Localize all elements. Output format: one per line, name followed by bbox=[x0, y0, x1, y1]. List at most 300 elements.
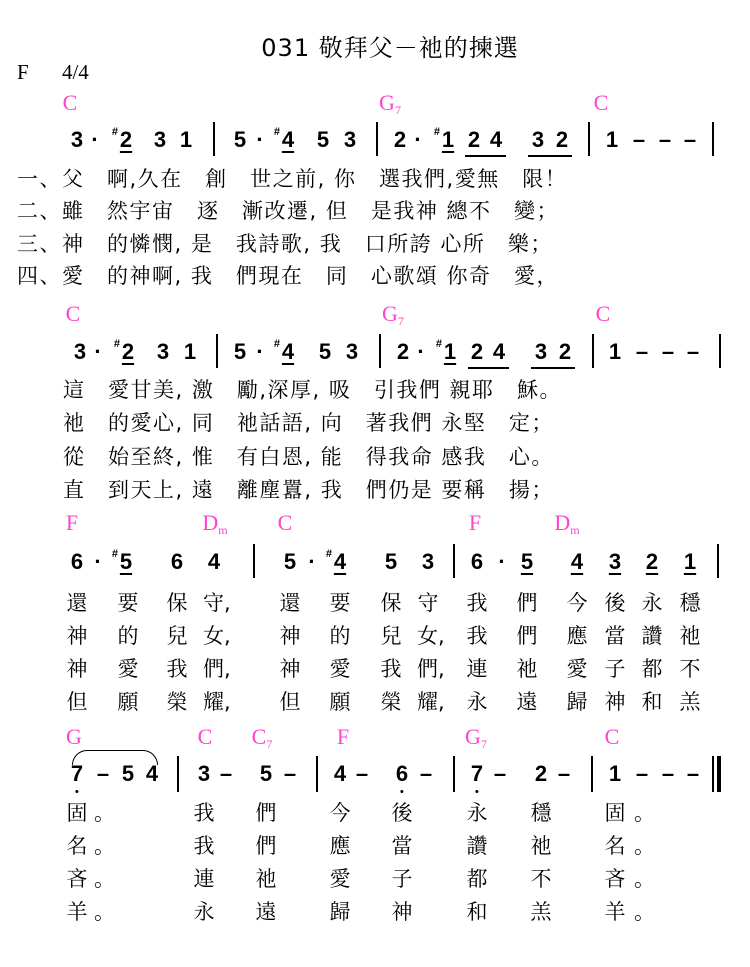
note bbox=[646, 550, 658, 574]
chord-symbol bbox=[605, 724, 620, 750]
chord-root: C bbox=[277, 510, 293, 535]
key-time-signature bbox=[17, 60, 117, 85]
lower-octave-dot bbox=[76, 790, 79, 793]
lyric-syllable: 耀, bbox=[417, 690, 445, 714]
chord-symbol bbox=[63, 90, 78, 116]
lyric-syllable: 。 bbox=[94, 867, 115, 891]
lyric-syllable: 應 bbox=[329, 834, 351, 858]
lyric-syllable: 女, bbox=[203, 624, 231, 648]
lyric-syllable: 愛 bbox=[329, 657, 351, 681]
lyric-syllable: 永 bbox=[466, 801, 488, 825]
lyric-line: 一、父 啊,久在 創 世之前, 你 選我們,愛無 限！ bbox=[17, 167, 568, 191]
lyric-syllable: 神 bbox=[391, 900, 413, 924]
lyric-syllable: 兒 bbox=[380, 624, 402, 648]
lyric-syllable: 我 bbox=[193, 834, 215, 858]
note bbox=[468, 128, 480, 152]
chord-symbol bbox=[379, 90, 401, 118]
time-signature: 4/4 bbox=[61, 60, 89, 84]
note bbox=[122, 762, 134, 786]
note-digit: – bbox=[686, 761, 700, 786]
note-digit: 2 bbox=[555, 127, 569, 152]
note-digit: 1 bbox=[179, 127, 193, 152]
barline bbox=[376, 122, 378, 156]
note-digit: 1 bbox=[605, 127, 619, 152]
lyric-syllable: 都 bbox=[466, 867, 488, 891]
chord-symbol bbox=[554, 510, 579, 538]
note bbox=[154, 128, 166, 152]
note-digit: – bbox=[661, 339, 675, 364]
note-extension-dash bbox=[662, 762, 674, 786]
lyric-syllable: 羔 bbox=[530, 900, 552, 924]
note bbox=[606, 128, 618, 152]
lyric-syllable: 神 bbox=[66, 624, 88, 648]
lyric-syllable: 我 bbox=[466, 591, 488, 615]
lyric-line: 四、愛 的神啊, 我 們現在 同 心歌頌 你奇 愛， bbox=[17, 264, 560, 288]
note-digit: 5 bbox=[283, 549, 297, 574]
chord-root: G bbox=[382, 301, 398, 326]
lyric-syllable: 但 bbox=[279, 690, 301, 714]
note-digit: – bbox=[219, 761, 233, 786]
note-digit: 5 bbox=[259, 761, 273, 786]
chord-symbol bbox=[382, 301, 404, 329]
note-digit: 3 bbox=[153, 127, 167, 152]
note bbox=[433, 126, 455, 152]
note-extension-dash bbox=[356, 762, 368, 786]
lyric-syllable: 保 bbox=[380, 591, 402, 615]
note-extension-dash bbox=[284, 762, 296, 786]
chord-symbol bbox=[469, 510, 481, 536]
chord-root: G bbox=[379, 90, 395, 115]
lyric-syllable: 都 bbox=[641, 657, 663, 681]
lyric-syllable: 吝 bbox=[66, 867, 88, 891]
lyric-syllable: 還 bbox=[279, 591, 301, 615]
beam-underline bbox=[465, 155, 506, 157]
note bbox=[146, 762, 158, 786]
note-extension-dash bbox=[636, 762, 648, 786]
note-digit: 3 bbox=[156, 339, 170, 364]
chord-root: F bbox=[65, 510, 79, 535]
barline bbox=[717, 544, 719, 578]
note bbox=[260, 762, 272, 786]
lyric-syllable: 我 bbox=[466, 624, 488, 648]
note-digit: · bbox=[414, 127, 422, 152]
note-digit: 1 bbox=[443, 339, 457, 364]
note bbox=[435, 338, 457, 364]
lower-octave-dot bbox=[401, 790, 404, 793]
note-digit: – bbox=[658, 127, 672, 152]
lower-octave-dot bbox=[476, 790, 479, 793]
note bbox=[385, 550, 397, 574]
lyric-syllable: 永 bbox=[466, 690, 488, 714]
lyric-syllable: 。 bbox=[634, 867, 655, 891]
lyric-syllable: 固 bbox=[66, 801, 88, 825]
lyric-syllable: 守, bbox=[203, 591, 231, 615]
note bbox=[184, 340, 196, 364]
note-digit: 6 bbox=[70, 549, 84, 574]
lyric-syllable: 祂 bbox=[679, 624, 701, 648]
lyric-syllable: 我 bbox=[193, 801, 215, 825]
lyric-syllable: 羊 bbox=[604, 900, 626, 924]
lyric-syllable: 還 bbox=[66, 591, 88, 615]
note-digit: · bbox=[498, 549, 506, 574]
note-digit: 4 bbox=[570, 549, 584, 574]
lyric-syllable: 愛 bbox=[329, 867, 351, 891]
note bbox=[535, 340, 547, 364]
lyric-syllable: 遠 bbox=[255, 900, 277, 924]
lyric-syllable: 羊 bbox=[66, 900, 88, 924]
lyric-syllable: 神 bbox=[604, 690, 626, 714]
lyric-syllable: 連 bbox=[466, 657, 488, 681]
note-digit: 2 bbox=[467, 127, 481, 152]
chord-symbol bbox=[198, 724, 213, 750]
key-signature: F bbox=[17, 60, 29, 84]
note bbox=[113, 338, 135, 364]
lyric-syllable: 願 bbox=[329, 690, 351, 714]
lyric-syllable: 。 bbox=[94, 801, 115, 825]
note bbox=[319, 340, 331, 364]
chord-symbol bbox=[278, 510, 293, 536]
beam-underline bbox=[531, 367, 575, 369]
note-digit: 1 bbox=[683, 549, 697, 574]
lyric-syllable: 但 bbox=[66, 690, 88, 714]
chord-quality: 7 bbox=[266, 737, 273, 751]
lyric-syllable: 兒 bbox=[166, 624, 188, 648]
lyric-syllable: 愛 bbox=[566, 657, 588, 681]
note-digit: – bbox=[635, 339, 649, 364]
lyric-syllable: 子 bbox=[604, 657, 626, 681]
note-digit: 5 bbox=[316, 127, 330, 152]
lyric-syllable: 。 bbox=[94, 834, 115, 858]
note bbox=[535, 762, 547, 786]
lyric-syllable: 愛 bbox=[117, 657, 139, 681]
sharp-accidental-icon: # bbox=[435, 338, 442, 350]
lyric-syllable: 不 bbox=[530, 867, 552, 891]
lyric-syllable: 羔 bbox=[679, 690, 701, 714]
lyric-syllable: 神 bbox=[279, 624, 301, 648]
note-digit: 4 bbox=[207, 549, 221, 574]
note bbox=[609, 550, 621, 574]
note bbox=[493, 340, 505, 364]
note bbox=[609, 762, 621, 786]
note-digit: 5 bbox=[384, 549, 398, 574]
note-extension-dash bbox=[687, 340, 699, 364]
note-digit: 1 bbox=[183, 339, 197, 364]
lyric-syllable: 和 bbox=[466, 900, 488, 924]
chord-quality: m bbox=[570, 523, 580, 537]
note bbox=[273, 126, 295, 152]
chord-quality: 7 bbox=[394, 103, 401, 117]
sharp-accidental-icon: # bbox=[273, 126, 280, 138]
hymn-title: 031 敬拜父－祂的揀選 bbox=[261, 34, 519, 62]
lyric-syllable: 願 bbox=[117, 690, 139, 714]
lyric-syllable: 神 bbox=[279, 657, 301, 681]
barline bbox=[588, 122, 590, 156]
note-digit: 7 bbox=[470, 761, 484, 786]
note-digit: 4 bbox=[333, 761, 347, 786]
note-digit: · bbox=[417, 339, 425, 364]
lyric-syllable: 女, bbox=[417, 624, 445, 648]
note bbox=[208, 550, 220, 574]
lyric-syllable: 們, bbox=[417, 657, 445, 681]
barline bbox=[316, 756, 318, 792]
note-extension-dash bbox=[420, 762, 432, 786]
lyric-syllable: 榮 bbox=[166, 690, 188, 714]
slur-tie bbox=[72, 750, 158, 765]
note-extension-dash bbox=[662, 340, 674, 364]
chord-symbol bbox=[596, 301, 611, 327]
note-digit: 1 bbox=[608, 761, 622, 786]
note bbox=[559, 340, 571, 364]
note-digit: 4 bbox=[489, 127, 503, 152]
barline bbox=[719, 334, 721, 368]
lyric-syllable: 祂 bbox=[530, 834, 552, 858]
note-digit: – bbox=[632, 127, 646, 152]
chord-root: C bbox=[251, 724, 267, 749]
chord-symbol bbox=[66, 510, 78, 536]
note bbox=[471, 340, 483, 364]
chord-symbol bbox=[337, 724, 349, 750]
note-digit: 2 bbox=[119, 127, 133, 152]
chord-quality: 7 bbox=[397, 314, 404, 328]
note-digit: · bbox=[94, 549, 102, 574]
note-digit: – bbox=[686, 339, 700, 364]
barline bbox=[592, 334, 594, 368]
lyric-syllable: 要 bbox=[329, 591, 351, 615]
note bbox=[157, 340, 169, 364]
barline bbox=[379, 334, 381, 368]
note-digit: 2 bbox=[396, 339, 410, 364]
sharp-accidental-icon: # bbox=[273, 338, 280, 350]
lyric-syllable: 永 bbox=[193, 900, 215, 924]
chord-root: C bbox=[65, 301, 81, 326]
note-digit: 4 bbox=[492, 339, 506, 364]
note bbox=[273, 338, 295, 364]
lyric-syllable: 榮 bbox=[380, 690, 402, 714]
note-extension-dash bbox=[220, 762, 232, 786]
chord-symbol bbox=[252, 724, 273, 752]
note-digit: 2 bbox=[470, 339, 484, 364]
note-digit: 7 bbox=[70, 761, 84, 786]
barline bbox=[253, 544, 255, 578]
lyric-syllable: 穩 bbox=[679, 591, 701, 615]
note-digit: · bbox=[256, 339, 264, 364]
note-digit: 3 bbox=[421, 549, 435, 574]
note-digit: 5 bbox=[119, 549, 133, 574]
sharp-accidental-icon: # bbox=[111, 548, 118, 560]
barline bbox=[591, 756, 593, 792]
lyric-line: 直 到天上, 遠 離塵囂, 我 們仍是 要稱 揚； bbox=[63, 478, 554, 502]
lyric-syllable: 的 bbox=[329, 624, 351, 648]
beam-underline bbox=[468, 367, 509, 369]
chord-root: C bbox=[593, 90, 609, 115]
chord-symbol bbox=[202, 510, 227, 538]
lyric-syllable: 讚 bbox=[641, 624, 663, 648]
lyric-syllable: 吝 bbox=[604, 867, 626, 891]
note bbox=[111, 126, 133, 152]
lyric-syllable: 永 bbox=[641, 591, 663, 615]
note-digit: 3 bbox=[70, 127, 84, 152]
note-digit: 5 bbox=[233, 339, 247, 364]
lyric-syllable: 。 bbox=[634, 900, 655, 924]
note bbox=[71, 128, 83, 152]
note-digit: 5 bbox=[233, 127, 247, 152]
note bbox=[234, 128, 246, 152]
note-digit: 4 bbox=[281, 127, 295, 152]
lyric-syllable: 我 bbox=[380, 657, 402, 681]
dot-augmentation bbox=[94, 550, 101, 574]
dot-augmentation bbox=[256, 128, 263, 152]
chord-quality: 7 bbox=[480, 737, 487, 751]
note-digit: 2 bbox=[645, 549, 659, 574]
note-digit: · bbox=[91, 127, 99, 152]
note-digit: 6 bbox=[395, 761, 409, 786]
lyric-syllable: 當 bbox=[391, 834, 413, 858]
lyric-syllable: 讚 bbox=[466, 834, 488, 858]
dot-augmentation bbox=[498, 550, 505, 574]
chord-root: D bbox=[554, 510, 571, 535]
lyric-syllable: 名 bbox=[604, 834, 626, 858]
lyric-syllable: 子 bbox=[391, 867, 413, 891]
note-digit: – bbox=[355, 761, 369, 786]
note-digit: · bbox=[308, 549, 316, 574]
note-digit: – bbox=[419, 761, 433, 786]
note bbox=[71, 762, 83, 786]
dot-augmentation bbox=[94, 340, 101, 364]
note-extension-dash bbox=[494, 762, 506, 786]
note-digit: – bbox=[557, 761, 571, 786]
note bbox=[111, 548, 133, 574]
lyric-syllable: 今 bbox=[566, 591, 588, 615]
chord-symbol bbox=[465, 724, 487, 752]
note-digit: 4 bbox=[281, 339, 295, 364]
note bbox=[325, 548, 347, 574]
note-extension-dash bbox=[684, 128, 696, 152]
note-extension-dash bbox=[558, 762, 570, 786]
note-digit: – bbox=[493, 761, 507, 786]
barline bbox=[712, 122, 714, 156]
sharp-accidental-icon: # bbox=[113, 338, 120, 350]
note bbox=[521, 550, 533, 574]
note-digit: – bbox=[661, 761, 675, 786]
note-digit: 3 bbox=[345, 339, 359, 364]
note-digit: · bbox=[94, 339, 102, 364]
note-digit: 2 bbox=[121, 339, 135, 364]
note-digit: · bbox=[256, 127, 264, 152]
chord-root: C bbox=[62, 90, 78, 115]
barline bbox=[453, 756, 455, 792]
lyric-syllable: 歸 bbox=[566, 690, 588, 714]
chord-symbol bbox=[66, 724, 82, 750]
note bbox=[609, 340, 621, 364]
lyric-syllable: 固 bbox=[604, 801, 626, 825]
note bbox=[284, 550, 296, 574]
lyric-line: 這 愛甘美, 激 勵,深厚, 吸 引我們 親耶 穌。 bbox=[63, 378, 563, 402]
beam-underline bbox=[528, 155, 572, 157]
lyric-syllable: 們 bbox=[255, 834, 277, 858]
chord-root: G bbox=[465, 724, 481, 749]
barline bbox=[453, 544, 455, 578]
lyric-syllable: 遠 bbox=[516, 690, 538, 714]
lyric-syllable: 不 bbox=[679, 657, 701, 681]
final-barline-thin bbox=[712, 756, 714, 792]
dot-augmentation bbox=[91, 128, 98, 152]
note-digit: – bbox=[96, 761, 110, 786]
note bbox=[422, 550, 434, 574]
note bbox=[334, 762, 346, 786]
note-digit: 4 bbox=[333, 549, 347, 574]
lyric-line: 從 始至終, 惟 有白恩, 能 得我命 感我 心。 bbox=[63, 445, 554, 469]
lyric-syllable: 。 bbox=[634, 834, 655, 858]
lyric-syllable: 今 bbox=[329, 801, 351, 825]
barline bbox=[216, 334, 218, 368]
note-extension-dash bbox=[636, 340, 648, 364]
note bbox=[74, 340, 86, 364]
lyric-syllable: 耀, bbox=[203, 690, 231, 714]
dot-augmentation bbox=[256, 340, 263, 364]
note bbox=[471, 550, 483, 574]
dot-augmentation bbox=[417, 340, 424, 364]
lyric-syllable: 我 bbox=[166, 657, 188, 681]
note-digit: 5 bbox=[520, 549, 534, 574]
lyric-syllable: 穩 bbox=[530, 801, 552, 825]
note bbox=[471, 762, 483, 786]
note bbox=[556, 128, 568, 152]
lyric-syllable: 保 bbox=[166, 591, 188, 615]
chord-symbol bbox=[66, 301, 81, 327]
note bbox=[317, 128, 329, 152]
note-digit: 5 bbox=[121, 761, 135, 786]
lyric-syllable: 。 bbox=[94, 900, 115, 924]
note-digit: – bbox=[683, 127, 697, 152]
lyric-syllable: 名 bbox=[66, 834, 88, 858]
note-digit: 3 bbox=[531, 127, 545, 152]
chord-root: D bbox=[202, 510, 219, 535]
note bbox=[396, 762, 408, 786]
note bbox=[344, 128, 356, 152]
lyric-syllable: 祂 bbox=[255, 867, 277, 891]
note bbox=[571, 550, 583, 574]
chord-root: F bbox=[336, 724, 350, 749]
lyric-syllable: 歸 bbox=[329, 900, 351, 924]
lyric-syllable: 後 bbox=[604, 591, 626, 615]
note-digit: – bbox=[635, 761, 649, 786]
lyric-line: 祂 的愛心, 同 祂話語, 向 著我們 永堅 定； bbox=[63, 411, 554, 435]
sharp-accidental-icon: # bbox=[111, 126, 118, 138]
note bbox=[394, 128, 406, 152]
note-digit: 3 bbox=[73, 339, 87, 364]
lyric-syllable: 和 bbox=[641, 690, 663, 714]
final-barline-thick bbox=[717, 756, 721, 792]
chord-symbol bbox=[594, 90, 609, 116]
chord-root: G bbox=[66, 724, 82, 749]
note bbox=[397, 340, 409, 364]
chord-root: C bbox=[595, 301, 611, 326]
note-digit: 3 bbox=[608, 549, 622, 574]
lyric-syllable: 應 bbox=[566, 624, 588, 648]
sharp-accidental-icon: # bbox=[433, 126, 440, 138]
lyric-syllable: 後 bbox=[391, 801, 413, 825]
lyric-line: 三、神 的憐憫, 是 我詩歌, 我 口所誇 心所 樂； bbox=[17, 232, 553, 256]
lyric-syllable: 當 bbox=[604, 624, 626, 648]
lyric-syllable: 。 bbox=[634, 801, 655, 825]
lyric-syllable: 們 bbox=[255, 801, 277, 825]
note-digit: 1 bbox=[441, 127, 455, 152]
note bbox=[198, 762, 210, 786]
lyric-syllable: 連 bbox=[193, 867, 215, 891]
note-digit: 6 bbox=[170, 549, 184, 574]
note-extension-dash bbox=[633, 128, 645, 152]
lyric-syllable: 要 bbox=[117, 591, 139, 615]
